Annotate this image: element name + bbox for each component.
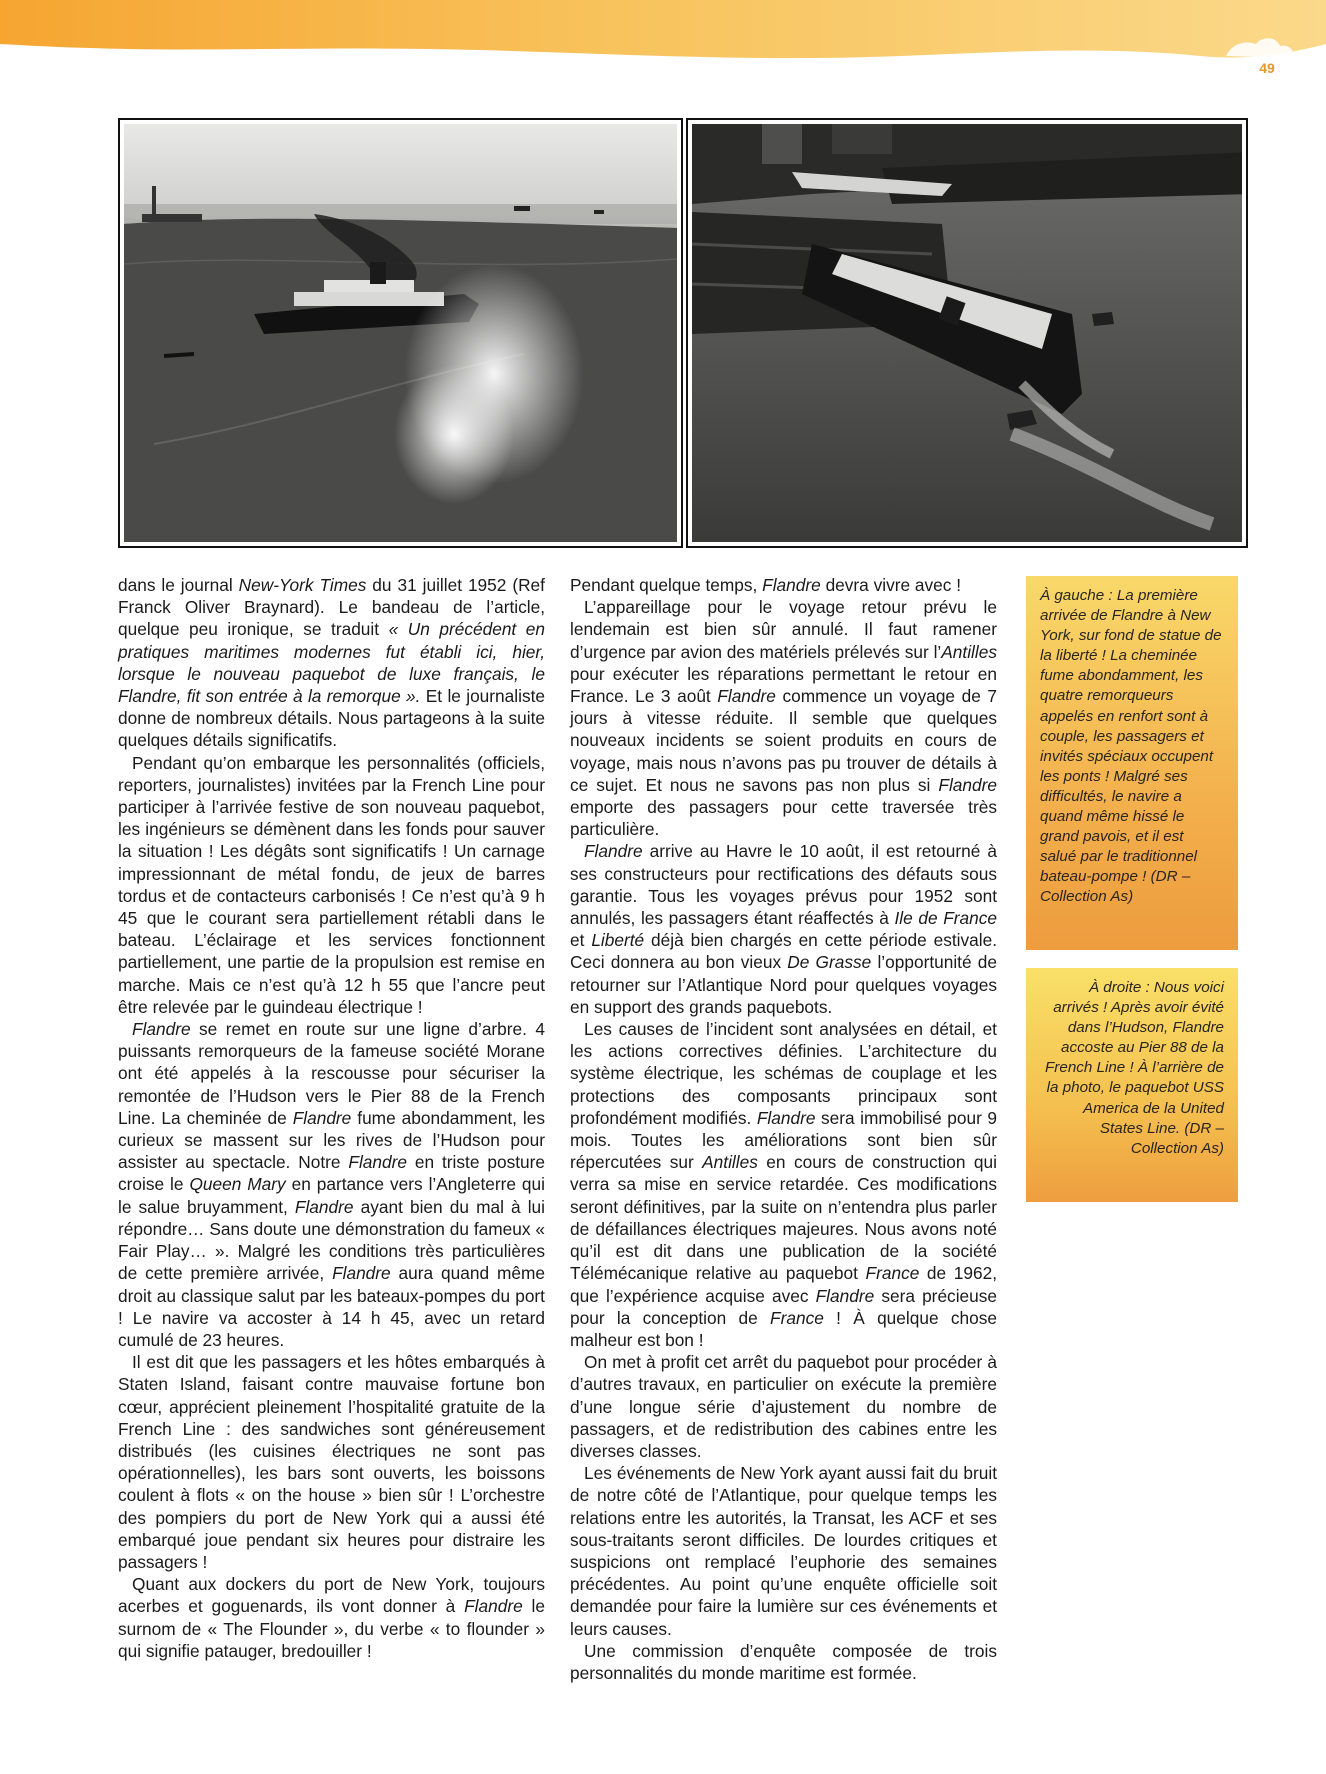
text-run: sera précieuse pour la conception de	[570, 1285, 998, 1328]
text-run: Et le journaliste donne de nombreux détails. Nous partageons à la suite quelques détails significatifs.	[118, 686, 545, 751]
col2-paragraph	[570, 1462, 997, 1640]
col2-paragraph	[570, 574, 997, 596]
text-run: emporte des passagers pour cette traversée très particulière.	[570, 797, 997, 840]
italic-text-run: Flandre	[464, 1596, 523, 1617]
text-run: sera immobilisé pour 9 mois. Toutes les améliorations sont bien sûr répercutées sur	[570, 1107, 997, 1173]
text-run: Il est dit que les passagers et les hôtes embarqués à Staten Island, faisant contre mauvaise fortune bon cœur, apprécient pleinement l’hospitalité gratuite de la French Line : des sandwiches sont généreusement distribués (les cuisines électriques ne sont pas opérationnelles), les bars sont ouverts, les boissons coulent à flots « on the house » bien sûr ! L’orchestre des pompiers du port de New York qui a aussi été embarqué joue pendant six heures pour distraire les passagers !	[118, 1352, 545, 1572]
photo-left	[118, 118, 683, 548]
text-run: en triste posture croise le	[118, 1152, 545, 1195]
italic-text-run: Flandre	[756, 1107, 816, 1128]
text-run: fume abondamment, les curieux se massent sur les rives de l’Hudson pour assister au spectacle. Notre	[118, 1107, 545, 1173]
text-run: déjà bien chargés en cette période estivale. Ceci donnera au bon vieux	[570, 930, 997, 973]
italic-text-run: New-York Times	[238, 575, 367, 595]
italic-text-run: Ile de France	[894, 908, 997, 929]
col1-paragraph	[118, 1018, 545, 1351]
text-column-2	[570, 574, 997, 1684]
text-run: Pendant quelque temps,	[570, 575, 763, 595]
harbor-ship-arrival-photo	[124, 124, 677, 542]
italic-text-run: Flandre	[132, 1019, 191, 1040]
text-run: de 1962, que l’expérience acquise avec	[570, 1263, 997, 1306]
col2-paragraph	[570, 1018, 997, 1351]
text-run: commence un voyage de 7 jours à vitesse réduite. Il semble que quelques nouveaux incidents se soient produits en cours de voyage, mais nous n’avons pas pu trouver de détails à ce sujet. Et nous ne savons pas non plus si	[570, 686, 997, 795]
pier-88-docking-photo	[692, 124, 1242, 542]
text-run: du 31 juillet 1952 (Ref Franck Oliver Braynard). Le bandeau de l’article, quelque peu ironique, se traduit	[118, 575, 545, 640]
italic-text-run: Flandre	[332, 1263, 391, 1284]
text-run: le surnom de « The Flounder », du verbe « to flounder » qui signifie patauger, bredouiller !	[118, 1596, 545, 1661]
caption-right-photo: À droite : Nous voici arrivés ! Après avoir évité dans l’Hudson, Flandre accoste au Pier 88 de la French Line ! À l’arrière de la photo, le paquebot USS America de la United States Line. (DR – Collection As)	[1026, 968, 1238, 1202]
text-run: Quant aux dockers du port de New York, toujours acerbes et goguenards, ils vont donner à	[118, 1574, 545, 1617]
text-run: se remet en route sur une ligne d’arbre. 4 puissants remorqueurs de la fameuse société Morane ont été appelés à la rescousse pour sécuriser la remontée de l’Hudson vers le Pier 88 de la French Line. La cheminée de	[118, 1019, 545, 1128]
col2-paragraph	[570, 840, 997, 1018]
italic-text-run: Liberté	[591, 930, 645, 951]
italic-text-run: Flandre	[292, 1107, 352, 1128]
text-run: arrive au Havre le 10 août, il est retourné à ses constructeurs pour rectifications des défauts sous garantie. Tous les voyages prévus pour 1952 sont annulés, les passagers étant réaffectés à	[570, 841, 997, 929]
text-run: Les événements de New York ayant aussi fait du bruit de notre côté de l’Atlantique, pour quelque temps les relations entre les autorités, la Transat, les ACF et ses sous-traitants seront difficiles. De lourdes critiques et suspicions ont remplacé l’euphorie des semaines précédentes. Au point qu’une enquête officielle soit demandée pour faire la lumière sur ces événements et leurs causes.	[570, 1463, 997, 1639]
italic-text-run: France	[770, 1307, 824, 1328]
italic-text-run: « Un précédent en pratiques maritimes modernes fut établi ici, hier, lorsque le nouveau paquebot de luxe français, le Flandre, fit son entrée à la remorque ».	[118, 619, 545, 707]
text-run: On met à profit cet arrêt du paquebot pour procéder à d’autres travaux, en particulier on exécute la première d’une longue série d’ajustement du nombre de passagers, et de redistribution des cabines entre les diverses classes.	[570, 1352, 997, 1461]
text-run: Les causes de l’incident sont analysées en détail, et les actions correctives définies. L’architecture du système électrique, les schémas de couplage et les protections des composants principaux sont profondément modifiés.	[570, 1019, 997, 1128]
text-column-1	[118, 574, 545, 1662]
italic-text-run: Flandre	[584, 841, 643, 862]
text-run: et	[570, 930, 592, 951]
italic-text-run: Flandre	[762, 575, 821, 595]
text-run: dans le journal	[118, 575, 239, 595]
col1-paragraph	[118, 1573, 545, 1662]
col1-paragraph	[118, 752, 545, 1018]
col1-intro-paragraph	[118, 574, 545, 752]
italic-text-run: Queen Mary	[189, 1174, 286, 1195]
italic-text-run: France	[865, 1263, 920, 1284]
caption-left-photo: À gauche : La première arrivée de Flandre à New York, sur fond de statue de la liberté ! La cheminée fume abondamment, les quatre remorqueurs appelés en renfort sont à couple, les passagers et invités spéciaux occupent les ponts ! Malgré ses difficultés, le navire a quand même hissé le grand pavois, et il est salué par le traditionnel bateau-pompe ! (DR – Collection As)	[1026, 576, 1238, 950]
photo-right	[686, 118, 1248, 548]
italic-text-run: Flandre	[717, 686, 776, 707]
italic-text-run: Antilles	[941, 641, 997, 662]
text-run: ayant bien du mal à lui répondre… Sans doute une démonstration du fameux « Fair Play… ». Malgré les conditions très particulières de cette première arrivée,	[118, 1196, 545, 1284]
text-run: ! À quelque chose malheur est bon !	[570, 1307, 997, 1350]
page-number: 49	[1259, 60, 1275, 76]
text-run: pour exécuter les réparations permettant le retour en France. Le 3 août	[570, 663, 997, 707]
text-run: en cours de construction qui verra sa mise en service retardée. Ces modifications seront définitives, par la suite on n’entendra plus parler de défaillances électriques majeures. Nous avons noté qu’il est dit dans une publication de la société Télémécanique relative au paquebot	[570, 1152, 997, 1284]
header-wave-band	[0, 0, 1326, 70]
italic-text-run: Antilles	[702, 1152, 758, 1173]
italic-text-run: Flandre	[348, 1152, 407, 1173]
text-run: l’opportunité de retourner sur l’Atlantique Nord pour quelques voyages en support des grands paquebots.	[570, 952, 997, 1017]
col2-paragraph	[570, 1351, 997, 1462]
col2-paragraph	[570, 596, 997, 840]
text-run: Une commission d’enquête composée de trois personnalités du monde maritime est formée.	[570, 1640, 997, 1683]
col1-paragraph	[118, 1351, 545, 1573]
text-run: devra vivre avec !	[820, 575, 961, 595]
text-run: aura quand même droit au classique salut par les bateaux-pompes du port ! Le navire va accoster à 14 h 45, avec un retard cumulé de 23 heures.	[118, 1263, 545, 1350]
italic-text-run: Flandre	[294, 1196, 354, 1217]
text-run: en partance vers l’Angleterre qui le salue bruyamment,	[118, 1174, 545, 1217]
text-run: L’appareillage pour le voyage retour prévu le lendemain est bien sûr annulé. Il faut ramener d’urgence par avion des matériels prélevés sur l’	[570, 597, 997, 662]
text-run: Pendant qu’on embarque les personnalités (officiels, reporters, journalistes) invitées par la French Line pour participer à l’arrivée festive de son nouveau paquebot, les ingénieurs se démènent dans les fonds pour sauver la situation ! Les dégâts sont significatifs ! Un carnage impressionnant de métal fondu, de jeux de barres tordus et de contacteurs carbonisés ! Ce n’est qu’à 9 h 45 que le courant sera partiellement rétabli dans le bateau. L’éclairage et les services fonctionnent partiellement, une partie de la propulsion est remise en marche. Mais ce n’est qu’à 12 h 55 que l’ancre peut être relevée par le guindeau électrique !	[118, 752, 545, 1017]
italic-text-run: Flandre	[815, 1285, 875, 1306]
col2-paragraph	[570, 1640, 997, 1684]
italic-text-run: Flandre	[938, 774, 997, 795]
italic-text-run: De Grasse	[787, 952, 872, 973]
